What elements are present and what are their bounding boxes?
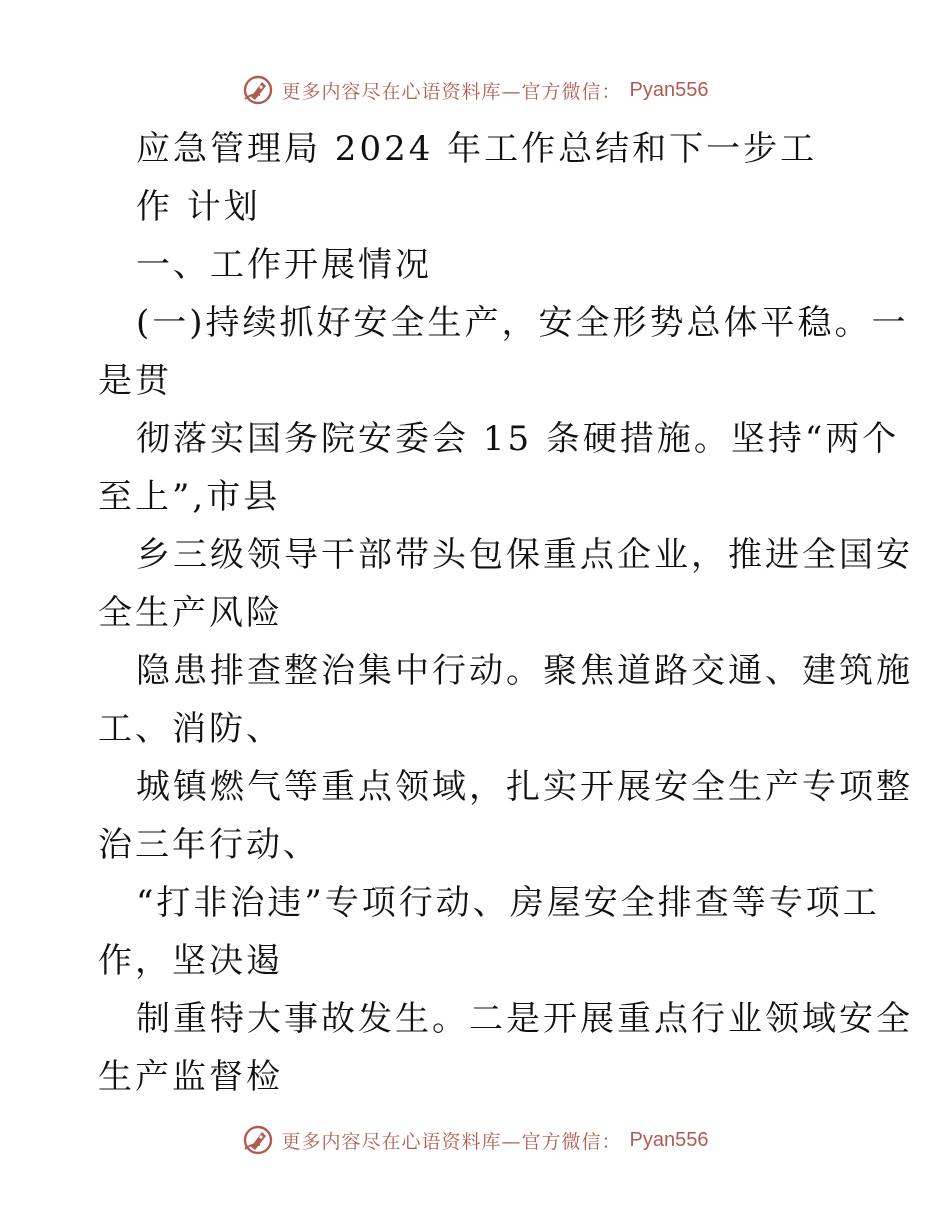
- text-line: 至上”,市县: [98, 477, 281, 517]
- text-line: 工、消防、: [98, 709, 283, 749]
- text-line: 彻落实国务院安委会 15 条硬措施。坚持“两个: [136, 419, 900, 459]
- text-line: 城镇燃气等重点领域，扎实开展安全生产专项整: [136, 767, 913, 807]
- text-line: “打非治违”专项行动、房屋安全排查等专项工: [136, 883, 880, 923]
- text-line: 是贯: [98, 361, 172, 401]
- text-line: 一、工作开展情况: [136, 245, 432, 285]
- pen-nib-circle-icon: [242, 74, 274, 106]
- text-line: 隐患排查整治集中行动。聚焦道路交通、建筑施: [136, 651, 913, 691]
- text-line: 作 计划: [136, 187, 261, 227]
- watermark-contact: Pyan556: [629, 78, 709, 101]
- text-line: 生产监督检: [98, 1057, 283, 1097]
- text-line: 全生产风险: [98, 593, 283, 633]
- document-body: [98, 120, 913, 1106]
- text-line: 乡三级领导干部带头包保重点企业，推进全国安: [136, 535, 913, 575]
- watermark-text: 更多内容尽在心语资料库—官方微信：: [281, 1130, 622, 1153]
- watermark-text: 更多内容尽在心语资料库—官方微信：: [281, 80, 622, 103]
- watermark-contact: Pyan556: [629, 1128, 709, 1151]
- footer-watermark: [0, 1120, 950, 1160]
- text-line: (一)持续抓好安全生产，安全形势总体平稳。一: [136, 303, 909, 343]
- text-line: 治三年行动、: [98, 825, 320, 865]
- text-line: 制重特大事故发生。二是开展重点行业领域安全: [136, 999, 913, 1039]
- pen-nib-circle-icon: [242, 1124, 274, 1156]
- header-watermark: [0, 70, 950, 110]
- text-line: 应急管理局 2024 年工作总结和下一步工: [136, 129, 818, 169]
- text-line: 作，坚决遏: [98, 941, 283, 981]
